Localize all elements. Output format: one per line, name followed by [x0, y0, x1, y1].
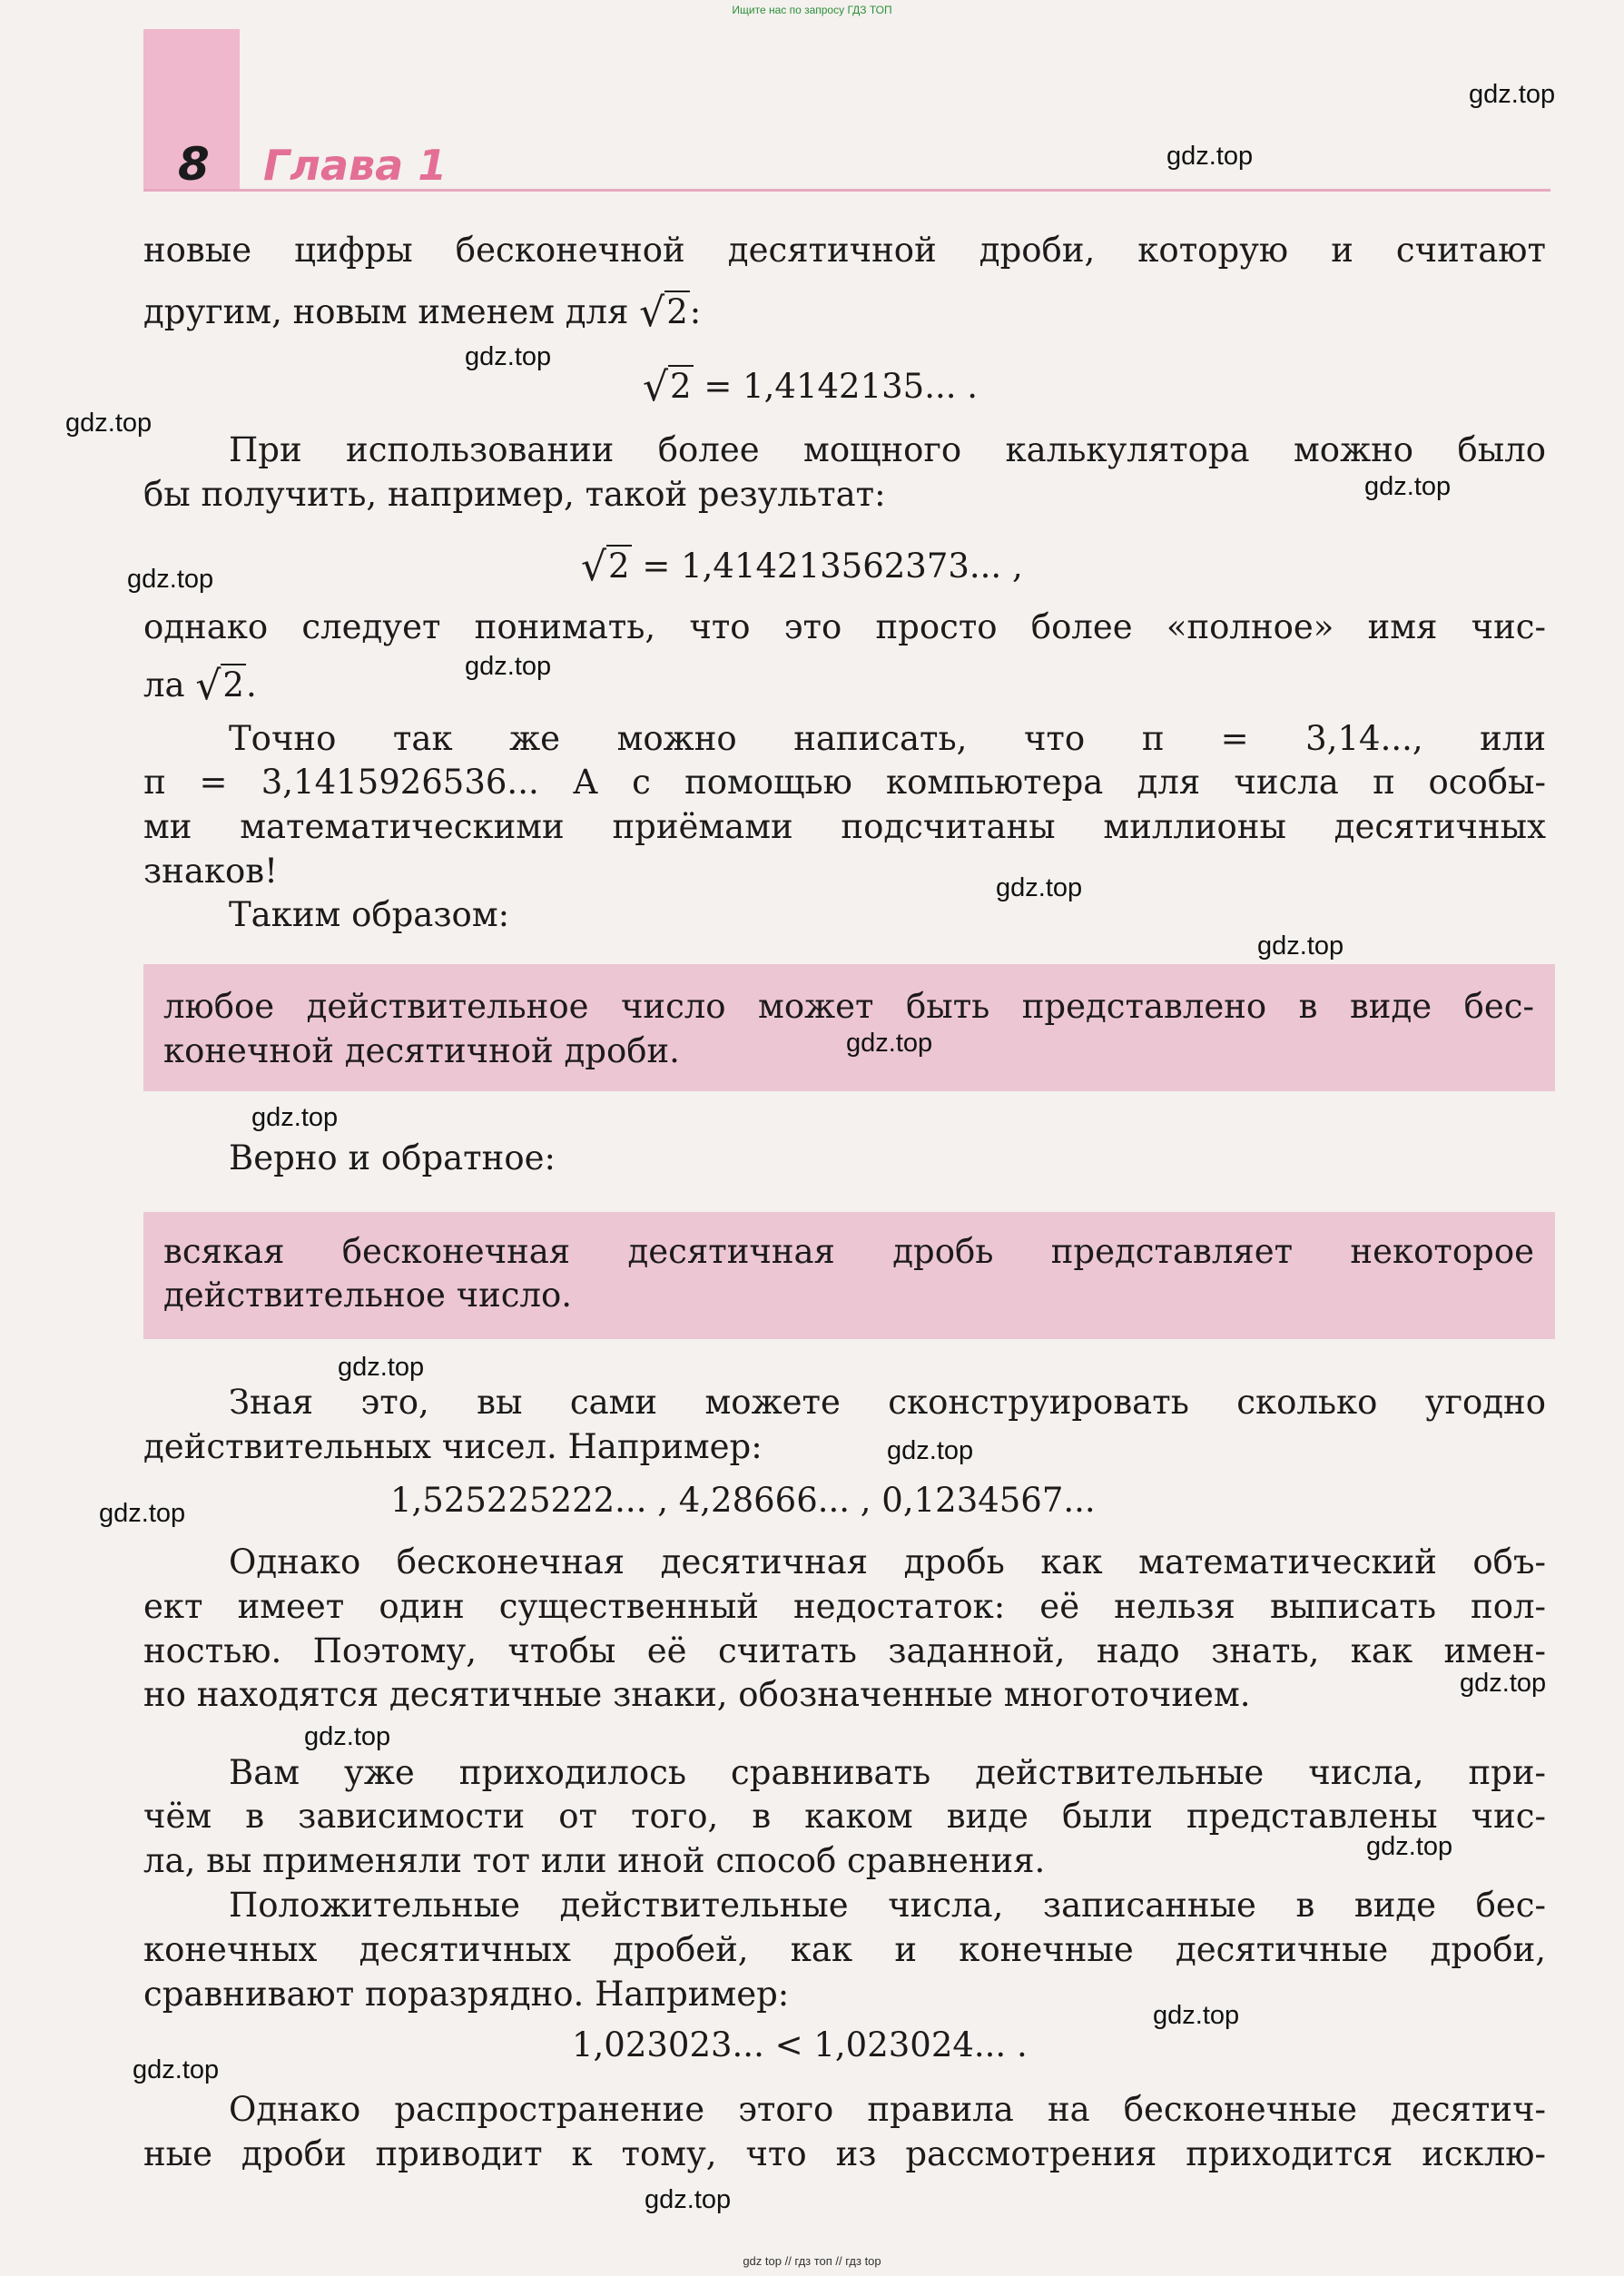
radical-sign: √: [581, 544, 607, 590]
watermark: gdz.top: [1366, 1832, 1453, 1861]
sqrt-symbol: [195, 664, 246, 707]
text-line: ла, вы применяли тот или иной способ сравнения.: [143, 1841, 1046, 1880]
formula-comparison: 1,023023... < 1,023024... .: [572, 2025, 1028, 2064]
formula-examples: 1,525225222... , 4,28666... , 0,1234567...: [390, 1481, 1096, 1520]
text-line: бы получить, например, такой результат:: [143, 475, 886, 514]
formula-value: = 1,414213562373... ,: [642, 547, 1023, 586]
watermark: gdz.top: [304, 1722, 391, 1751]
watermark: gdz.top: [1460, 1669, 1547, 1698]
text-line: Зная это, вы сами можете сконструировать сколько угодно: [229, 1383, 1546, 1422]
watermark: gdz.top: [338, 1353, 425, 1382]
chapter-title: Глава 1: [263, 141, 448, 190]
radical-sign: √: [639, 290, 665, 336]
text-line: При использовании более мощного калькулятора можно было: [229, 430, 1546, 469]
watermark: gdz.top: [846, 1029, 933, 1058]
text-line: действительных чисел. Например:: [143, 1427, 763, 1466]
page-number: 8: [178, 138, 210, 191]
watermark: gdz.top: [996, 873, 1083, 902]
text-line: [143, 664, 1546, 707]
rule-text-line: любое действительное число может быть представлено в виде бес-: [163, 987, 1534, 1026]
formula-value: = 1,4142135... .: [704, 367, 979, 406]
text-fragment: другим, новым именем для: [143, 292, 629, 331]
radicand: 2: [222, 665, 244, 704]
radicand: 2: [670, 367, 692, 406]
watermark: gdz.top: [465, 652, 552, 681]
footer-note: gdz top // гдз топ // гдз top: [743, 2254, 881, 2268]
text-line: Точно так же можно написать, что π = 3,14..., или: [229, 719, 1546, 758]
text-line: ностью. Поэтому, чтобы её считать заданной, надо знать, как имен-: [143, 1631, 1546, 1670]
radical-sign: √: [643, 364, 669, 410]
formula-sqrt2-short: [643, 365, 978, 409]
text-line: ные дроби приводит к тому, что из рассмотрения приходится исклю-: [143, 2134, 1546, 2173]
text-line: ект имеет один существенный недостаток: её нельзя выписать пол-: [143, 1587, 1546, 1626]
text-line: Однако бесконечная десятичная дробь как математический объ-: [229, 1542, 1546, 1581]
text-line: Верно и обратное:: [229, 1138, 556, 1177]
text-line: Однако распространение этого правила на бесконечные десятич-: [229, 2090, 1546, 2129]
watermark: gdz.top: [1364, 472, 1452, 501]
text-line: [143, 291, 1546, 334]
colon: :: [689, 292, 702, 331]
text-line: Таким образом:: [229, 895, 510, 934]
sqrt-symbol: [639, 291, 690, 334]
text-fragment: ла: [143, 665, 185, 704]
top-search-note: Ищите нас по запросу ГДЗ ТОП: [732, 4, 892, 16]
rule-text-line: конечной десятичной дроби.: [163, 1031, 680, 1070]
watermark: gdz.top: [1153, 2001, 1240, 2030]
rule-text-line: действительное число.: [163, 1276, 573, 1315]
text-line: конечных десятичных дробей, как и конечные десятичные дроби,: [143, 1930, 1546, 1969]
text-line: новые цифры бесконечной десятичной дроби, которую и считают: [143, 231, 1546, 270]
text-line: Положительные действительные числа, записанные в виде бес-: [229, 1886, 1546, 1925]
formula-sqrt2-long: [581, 545, 1023, 588]
radicand: 2: [666, 292, 688, 331]
watermark: gdz.top: [1166, 142, 1254, 171]
text-line: однако следует понимать, что это просто более «полное» имя чис-: [143, 607, 1546, 646]
text-line: ми математическими приёмами подсчитаны миллионы десятичных: [143, 807, 1546, 846]
watermark: gdz.top: [887, 1436, 974, 1465]
text-line: но находятся десятичные знаки, обозначенные многоточием.: [143, 1675, 1251, 1714]
watermark: gdz.top: [99, 1499, 186, 1528]
watermark: gdz.top: [251, 1103, 339, 1132]
text-line: знаков!: [143, 852, 278, 891]
text-line: чём в зависимости от того, в каком виде были представлены чис-: [143, 1797, 1546, 1836]
text-line: π = 3,1415926536... А с помощью компьютера для числа π особы-: [143, 763, 1546, 802]
watermark: gdz.top: [1257, 931, 1344, 961]
watermark: gdz.top: [645, 2185, 732, 2214]
sqrt-symbol: [643, 365, 694, 409]
text-line: сравнивают поразрядно. Например:: [143, 1975, 790, 2014]
watermark: gdz.top: [465, 342, 552, 371]
watermark: gdz.top: [1469, 80, 1556, 109]
rule-text-line: всякая бесконечная десятичная дробь представляет некоторое: [163, 1232, 1534, 1271]
text-line: Вам уже приходилось сравнивать действительные числа, при-: [229, 1753, 1546, 1792]
radical-sign: √: [195, 663, 221, 709]
sqrt-symbol: [581, 545, 632, 588]
watermark: gdz.top: [65, 409, 153, 438]
watermark: gdz.top: [133, 2055, 220, 2084]
period: .: [245, 665, 257, 704]
watermark: gdz.top: [127, 565, 214, 594]
radicand: 2: [608, 547, 630, 586]
